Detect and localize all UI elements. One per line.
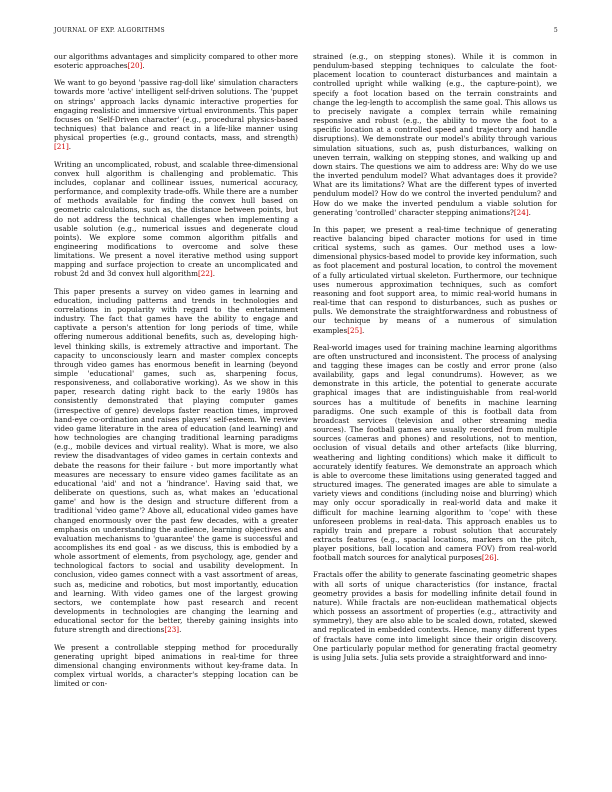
citation-link[interactable]: [22] — [197, 269, 213, 279]
paragraph-text: In this paper, we present a real-time technique of generating reactive balancing biped character motions for used in time critical systems, such as games. Our method uses a low-dimensional physics-based model to provide key information, such as foot placement and postural location, to control the movement of a fully articulated virtual skeleton. Furthermore, our technique uses numerous approximation techniques, such as comfort reasoning and foot support area, to mimic real-world humans in real-time that can respond to disturbances, such as pushes or pulls. We demonstrate the straightforwardness and robustness of our technique by means of a numerous of simulation examples — [313, 224, 557, 335]
citation-link[interactable]: [26] — [481, 553, 497, 563]
paragraph-text: This paper presents a survey on video games in learning and education, including patterns and trends in technologies and correlations in popularity with regard to the entertainment industry. The fact that games have the ability to engage and captivate a person's attention for long periods of time, while offering numerous additional benefits, such as, developing high-level thinking skills, is extremely attractive and important. The capacity to unconsciously learn and master complex concepts through video games has enormous benefit in learning (beyond simple 'educational' games, such as, sharpening focus, responsiveness, and collaborative working). As we show in this paper, research dating right back to the early 1980s has consistently demonstrated that playing computer games (irrespective of genre) develops faster reaction times, improved hand-eye co-ordination and raises players' self-esteem. We review video game literature in the area of education (and learning) and how technologies are changing traditional learning paradigms (e.g., mobile devices and virtual reality). What is more, we also review the disadvantages of video games in certain contexts and debate the reasons for their failure - but more importantly what measures are necessary to ensure video games facilitate as an educational 'aid' and not a 'hindrance'. Having said that, we deliberate on questions, such as, what makes an 'educational game' and how is the design and structure different from a traditional 'video game'? Above all, educational video games have changed enormously over the past few decades, with a greater emphasis on understanding the audience, learning objectives and evaluation mechanisms to 'guarantee' the game is successful and accomplishes its end goal - as we discuss, this is embodied by a whole assortment of elements, from psychology, age, gender and technological factors to social and usability development. In conclusion, video games connect with a vast assortment of areas, such as, medicine and robotics, but most importantly, education and learning. With video games one of the largest growing sectors, we contemplate how past research and recent developments in technologies are changing the learning and educational sector for the better, thereby gaining insights into future strength and directions — [54, 286, 298, 635]
paragraph-text: Fractals offer the ability to generate fascinating geometric shapes with all sorts of unique characteristics (for instance, fractal geometry provides a basis for modelling infinite detail found in nature). While fractals are non-euclidean mathematical objects which possess an assortment of properties (e.g., attractivity and symmetry), they are also able to be scaled down, rotated, skewed and replicated in embedded contexts. Hence, many different types of fractals have come into limelight since their origin discovery. One particularly popular method for generating fractal geometry is using Julia sets. Julia sets provide a straightforward and inno- — [313, 570, 557, 662]
paragraph — [313, 52, 557, 217]
paragraph-tail: . — [142, 61, 145, 71]
paragraph-text: Real-world images used for training machine learning algorithms are often unstructured and inconsistent. The process of analysing and tagging these images can be costly and error prone (also availability, gaps and legal conundrums). However, as we demonstrate in this article, the potential to generate accurate graphical images that are indistinguishable from real-world sources has a multitude of benefits in machine learning paradigms. One such example of this is football data from broadcast services (television and other streaming media sources). The football games are usually recorded from multiple sources (cameras and phones) and resolutions, not to mention, occlusion of visual details and other artefacts (like blurring, weathering and lighting conditions) which make it difficult to accurately identify features. We demonstrate an approach which is able to overcome these limitations using generated tagged and structured images. The generated images are able to simulate a variety views and conditions (including noise and blurring) which may only occur sporadically in real-world data and make it difficult for machine learning algorithm to 'cope' with these unforeseen problems in real-data. This approach enables us to rapidly train and prepare a robust solution that accurately extracts features (e.g., spacial locations, markers on the pitch, player positions, ball location and camera FOV) from real-world football match sources for analytical purposes — [313, 342, 557, 563]
paragraph-tail: . — [68, 142, 72, 152]
paragraph — [54, 52, 298, 70]
citation-link[interactable]: [20] — [127, 61, 143, 71]
paragraph — [54, 78, 298, 151]
running-header — [54, 27, 558, 37]
paragraph — [313, 343, 557, 563]
paragraph-text: We present a controllable stepping method for procedurally generating upright biped animations in real-time for three dimensional changing environments without key-frame data. In complex virtual worlds, a character's stepping location can be limited or con- — [54, 642, 298, 689]
paragraph-tail: . — [362, 325, 365, 335]
paragraph — [54, 160, 298, 279]
paragraph-text: strained (e.g., on stepping stones). While it is common in pendulum-based stepping techniques to calculate the foot-placement location to counteract disturbances and maintain a controlled upright while walking (e.g., the capture-point), we specify a foot location based on the terrain constraints and change the leg-length to accomplish the same goal. This allows us to precisely navigate a complex terrain while remaining responsive and robust (e.g., the ability to move the foot to a specific location at a controlled speed and trajectory and handle disruptions). We demonstrate our model's ability through various simulation situations, such as, push disturbances, walking on uneven terrain, walking on stepping stones, and walking up and down stairs. The questions we aim to address are: Why do we use the inverted pendulum model? What advantages does it provide? What are its limitations? What are the different types of inverted pendulum model? How do we control the inverted pendulum? and How do we make the inverted pendulum a viable solution for generating 'controlled' character stepping animations? — [313, 52, 557, 217]
citation-link[interactable]: [25] — [347, 325, 363, 335]
paragraph — [54, 643, 298, 689]
paragraph — [313, 225, 557, 335]
paragraph — [313, 570, 557, 662]
paragraph — [54, 287, 298, 635]
paragraph-text: We want to go beyond 'passive rag-doll like' simulation characters towards more 'active' intelligent self-driven solutions. The 'puppet on strings' approach lacks dynamic interactive properties for engaging realistic and immersive virtual environments. This paper focuses on 'Self-Driven character' (e.g., procedural physics-based techniques) that balance and react in a life-like manner using physical properties (e.g., ground contacts, mass, and strength) — [54, 78, 298, 143]
paragraph-text: our algorithms advantages and simplicity compared to other more esoteric approaches — [54, 52, 298, 71]
paragraph-text: Writing an uncomplicated, robust, and scalable three-dimensional convex hull algorithm is challenging and problematic. This includes, coplanar and collinear issues, numerical accuracy, performance, and complexity trade-offs. While there are a number of methods available for finding the convex hull based on geometric calculations, such as, the distance between points, but do not address the technical challenges when implementing a usable solution (e.g., numerical issues and degenerate cloud points). We explore some common algorithm pitfalls and engineering modifications to overcome and solve these limitations. We present a novel iterative method using support mapping and surface projection to create an uncomplicated and robust 2d and 3d convex hull algorithm — [54, 159, 298, 279]
paragraph-tail: . — [496, 553, 499, 563]
paragraph-tail: . — [528, 207, 531, 217]
paragraph-tail: . — [212, 269, 215, 279]
citation-link[interactable]: [23] — [164, 625, 180, 635]
journal-title: JOURNAL OF EXP. ALGORITHMS — [54, 27, 165, 34]
right-column — [313, 52, 557, 670]
citation-link[interactable]: [24] — [513, 207, 529, 217]
citation-link[interactable]: [21] — [54, 142, 69, 152]
paragraph-tail: . — [179, 625, 182, 635]
page-number: 5 — [553, 27, 558, 34]
left-column — [54, 52, 298, 696]
